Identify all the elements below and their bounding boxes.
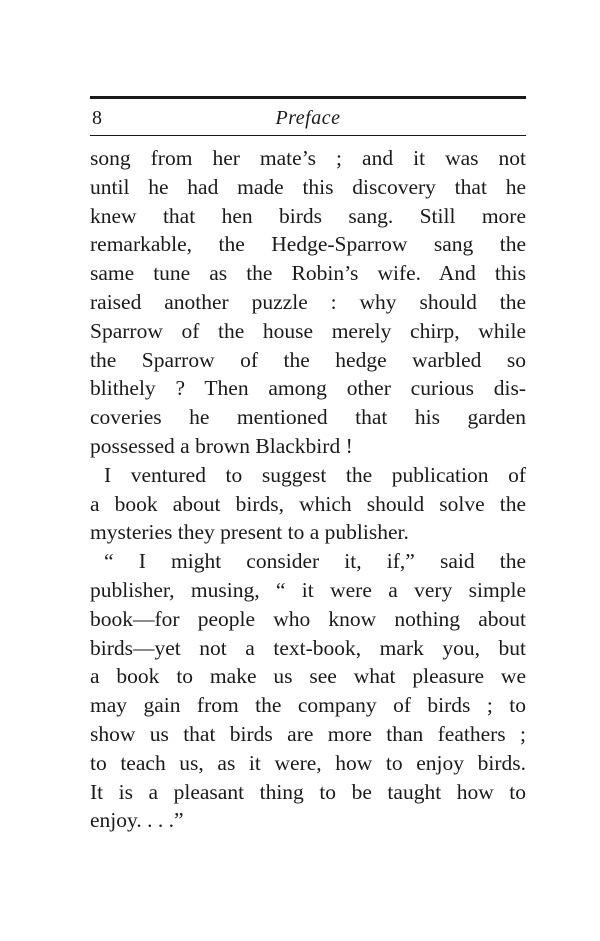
running-head-title: Preface [275,107,341,129]
text-line: mysteries they present to a publisher. [90,520,409,545]
text-line: blithely ? Then among other curious dis- [90,376,526,401]
book-page [90,0,526,941]
text-line: It is a pleasant thing to be taught how to [90,779,526,804]
text-line: coveries he mentioned that his garden [90,405,526,430]
text-line: a book to make us see what pleasure we [90,664,526,689]
text-line: I ventured to suggest the publication of [104,462,526,487]
header-rule-bottom [90,135,526,136]
text-line: possessed a brown Blackbird ! [90,433,353,458]
text-line: a book about birds, which should solve the [90,491,526,516]
page-number: 8 [92,107,102,129]
text-line: “ I might consider it, if,” said the [104,549,526,574]
text-line: remarkable, the Hedge-Sparrow sang the [90,232,526,257]
text-line: birds—yet not a text-book, mark you, but [90,635,526,660]
text-line: until he had made this discovery that he [90,174,526,199]
text-line: to teach us, as it were, how to enjoy birds. [90,750,526,775]
text-line: knew that hen birds sang. Still more [90,203,526,228]
text-line: enjoy. . . .” [90,808,184,833]
text-line: show us that birds are more than feathers ; [90,721,526,746]
text-line: may gain from the company of birds ; to [90,693,526,718]
text-line: book—for people who know nothing about [90,606,526,631]
text-line: same tune as the Robin’s wife. And this [90,261,526,286]
text-line: the Sparrow of the hedge warbled so [90,347,526,372]
running-head [90,104,526,132]
text-line: Sparrow of the house merely chirp, while [90,318,526,343]
text-line: raised another puzzle : why should the [90,289,526,314]
paragraph-1 [90,144,526,461]
paragraph-3 [90,547,526,835]
body-text [90,144,526,835]
text-line: publisher, musing, “ it were a very simple [90,577,526,602]
header-rule-top [90,96,526,99]
text-line: song from her mate’s ; and it was not [90,146,526,170]
paragraph-2 [90,461,526,547]
